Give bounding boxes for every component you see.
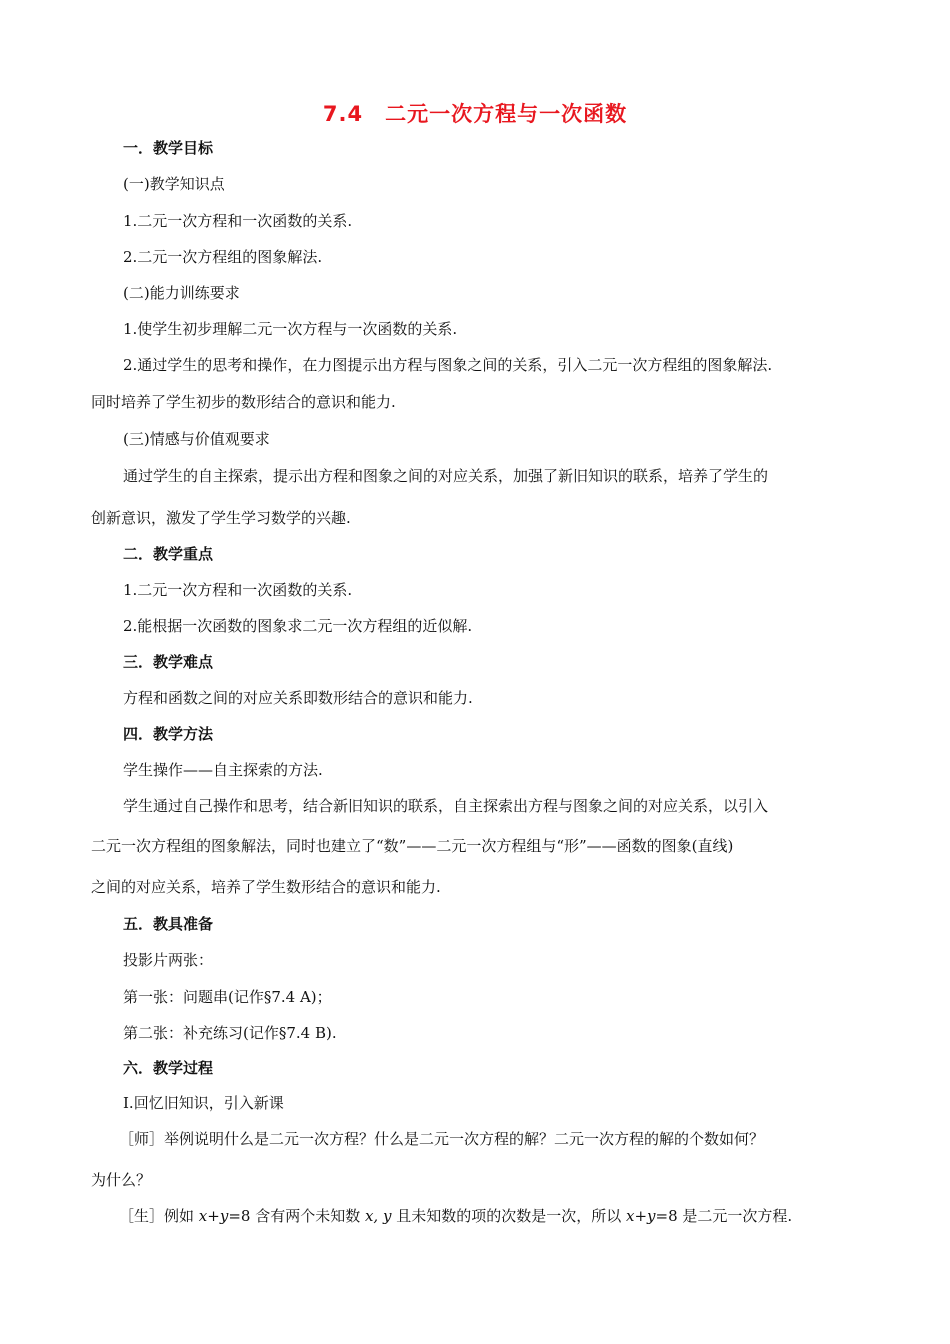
teacher-question-line-2: 为什么？ [91, 1171, 152, 1189]
ability-item-2-line-2: 同时培养了学生初步的数形结合的意识和能力. [91, 393, 396, 411]
student-answer: ［生］例如 x+y=8 含有两个未知数 x, y 且未知数的项的次数是一次，所以 x+y=8 是二元一次方程. [119, 1207, 793, 1225]
section-heading-difficulties: 三．教学难点 [123, 653, 214, 671]
subheading-ability: (二)能力训练要求 [123, 284, 240, 302]
subheading-values: (三)情感与价值观要求 [123, 430, 270, 448]
document-title: 7.4 二元一次方程与一次函数 [322, 102, 628, 126]
method-para-2-line-1: 学生通过自己操作和思考，结合新旧知识的联系，自主探索出方程与图象之间的对应关系，以引入 [123, 797, 769, 815]
section-heading-objectives: 一．教学目标 [123, 139, 214, 157]
section-heading-process: 六．教学过程 [123, 1059, 214, 1077]
section-heading-materials: 五．教具准备 [123, 915, 214, 933]
ability-item-2-line-1: 2.通过学生的思考和操作，在力图提示出方程与图象之间的关系，引入二元一次方程组的图象解法. [123, 356, 773, 374]
teacher-question-line-1: ［师］举例说明什么是二元一次方程？什么是二元一次方程的解？二元一次方程的解的个数如何？ [119, 1130, 765, 1148]
method-para-2-line-3: 之间的对应关系，培养了学生数形结合的意识和能力. [91, 878, 441, 896]
method-para-2-line-2: 二元一次方程组的图象解法，同时也建立了“数”——二元一次方程组与“形”——函数的图象(直线) [91, 837, 734, 855]
key-point-2: 2.能根据一次函数的图象求二元一次方程组的近似解. [123, 617, 473, 635]
difficulty-para: 方程和函数之间的对应关系即数形结合的意识和能力. [123, 689, 473, 707]
knowledge-item-1: 1.二元一次方程和一次函数的关系. [123, 212, 353, 230]
subheading-knowledge: (一)教学知识点 [123, 175, 225, 193]
materials-intro: 投影片两张： [123, 951, 214, 969]
section-heading-methods: 四．教学方法 [123, 725, 214, 743]
knowledge-item-2: 2.二元一次方程组的图象解法. [123, 248, 323, 266]
ability-item-1: 1.使学生初步理解二元一次方程与一次函数的关系. [123, 320, 458, 338]
materials-slide-1: 第一张：问题串(记作§7.4 A)； [123, 988, 332, 1006]
values-para-line-1: 通过学生的自主探索，提示出方程和图象之间的对应关系，加强了新旧知识的联系，培养了学生的 [123, 467, 769, 485]
values-para-line-2: 创新意识，激发了学生学习数学的兴趣. [91, 509, 351, 527]
materials-slide-2: 第二张：补充练习(记作§7.4 B). [123, 1024, 337, 1042]
method-para-1: 学生操作——自主探索的方法. [123, 761, 323, 779]
key-point-1: 1.二元一次方程和一次函数的关系. [123, 581, 353, 599]
process-step-1: Ⅰ.回忆旧知识，引入新课 [123, 1094, 284, 1112]
section-heading-key-points: 二．教学重点 [123, 545, 214, 563]
